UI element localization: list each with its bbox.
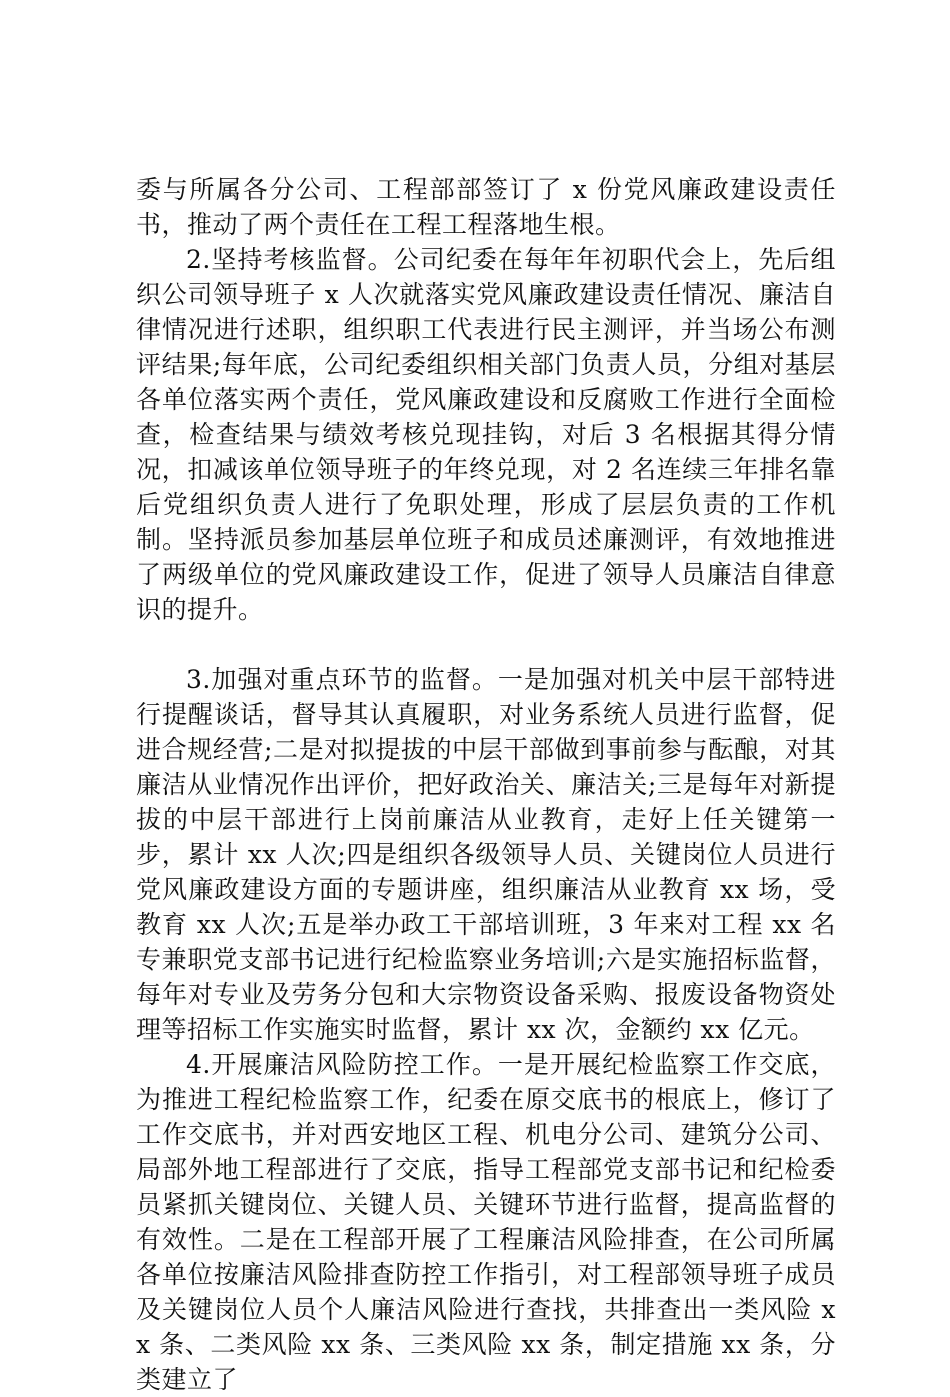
document-body: [136, 172, 836, 1397]
paragraph-gap: [136, 627, 836, 662]
paragraph-responsibility-letters: 委与所属各分公司、工程部部签订了 x 份党风廉政建设责任书，推动了两个责任在工程工程落地生根。: [136, 175, 836, 239]
paragraph-assessment-supervision: 2.坚持考核监督。公司纪委在每年年初职代会上，先后组织公司领导班子 x 人次就落实党风廉政建设责任情况、廉洁自律情况进行述职，组织职工代表进行民主测评，并当场公布测评结果;每年底，公司纪委组织相关部门负责人员，分组对基层各单位落实两个责任，党风廉政建设和反腐败工作进行全面检查，检查结果与绩效考核兑现挂钩，对后 3 名根据其得分情况，扣减该单位领导班子的年终兑现，对 2 名连续三年排名靠后党组织负责人进行了免职处理，形成了层层负责的工作机制。坚持派员参加基层单位班子和成员述廉测评，有效地推进了两级单位的党风廉政建设工作，促进了领导人员廉洁自律意识的提升。: [136, 245, 836, 624]
paragraph-key-links-supervision: 3.加强对重点环节的监督。一是加强对机关中层干部特进行提醒谈话，督导其认真履职，对业务系统人员进行监督，促进合规经营;二是对拟提拔的中层干部做到事前参与酝酿，对其廉洁从业情况作出评价，把好政治关、廉洁关;三是每年对新提拔的中层干部进行上岗前廉洁从业教育，走好上任关键第一步，累计 xx 人次;四是组织各级领导人员、关键岗位人员进行党风廉政建设方面的专题讲座，组织廉洁从业教育 xx 场，受教育 xx 人次;五是举办政工干部培训班，3 年来对工程 xx 名专兼职党支部书记进行纪检监察业务培训;六是实施招标监督，每年对专业及劳务分包和大宗物资设备采购、报废设备物资处理等招标工作实施实时监督，累计 xx 次，金额约 xx 亿元。: [136, 665, 836, 1044]
paragraph-risk-prevention: 4.开展廉洁风险防控工作。一是开展纪检监察工作交底，为推进工程纪检监察工作，纪委在原交底书的根底上，修订了工作交底书，并对西安地区工程、机电分公司、建筑分公司、局部外地工程部进行了交底，指导工程部党支部书记和纪检委员紧抓关键岗位、关键人员、关键环节进行监督，提高监督的有效性。二是在工程部开展了工程廉洁风险排查，在公司所属各单位按廉洁风险排查防控工作指引，对工程部领导班子成员及关键岗位人员个人廉洁风险进行查找，共排查出一类风险 xx 条、二类风险 xx 条、三类风险 xx 条，制定措施 xx 条，分类建立了: [136, 1050, 836, 1394]
